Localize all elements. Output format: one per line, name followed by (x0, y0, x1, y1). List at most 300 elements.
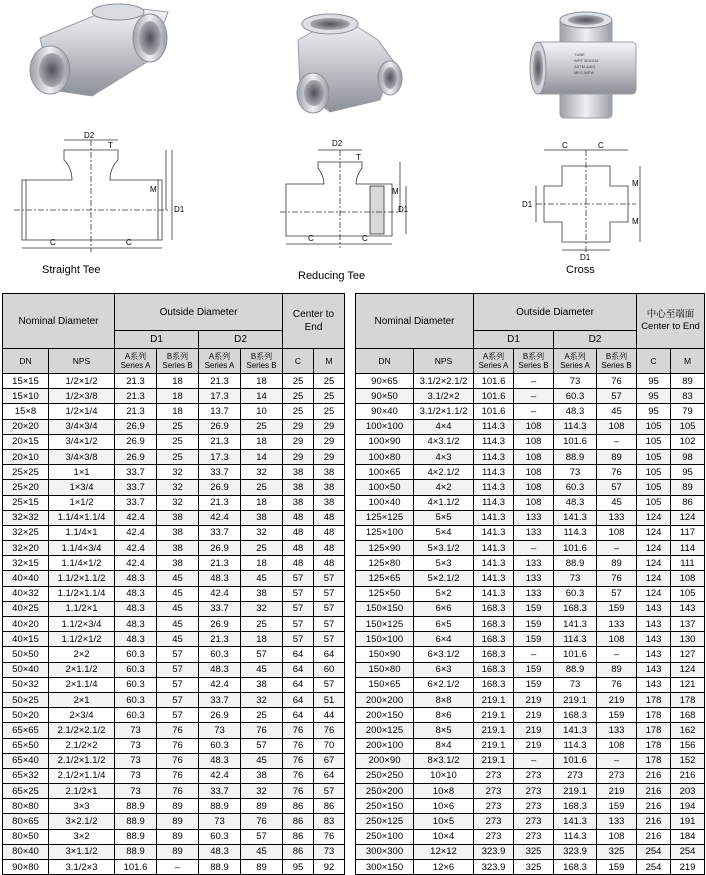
d1-series-b-cell: 133 (514, 586, 554, 601)
m-cell: 29 (314, 434, 345, 449)
series-b-en: Series B (162, 361, 193, 370)
nps-cell: 5×4 (414, 525, 474, 540)
c-cell: 48 (283, 525, 314, 540)
d1-series-b-cell: 32 (157, 465, 199, 480)
nps-cell: 6×3 (414, 662, 474, 677)
d1-series-b-cell: 159 (514, 662, 554, 677)
d1-series-b-cell: 25 (157, 434, 199, 449)
dn-cell: 15×10 (3, 389, 49, 404)
d1-series-a-cell: 88.9 (115, 799, 157, 814)
d2-series-a-cell: 13.7 (199, 404, 241, 419)
d2-series-b-cell: 32 (241, 692, 283, 707)
d1-series-b-cell: – (514, 541, 554, 556)
c-cell: 105 (637, 449, 671, 464)
d2-series-a-cell: 88.9 (199, 799, 241, 814)
d1-series-b-cell: 32 (157, 495, 199, 510)
d1-series-b-cell: 76 (157, 738, 199, 753)
d2-series-a-cell: 114.3 (554, 632, 597, 647)
m-cell: 57 (314, 677, 345, 692)
m-cell: 156 (671, 738, 705, 753)
d2-series-b-cell: 57 (241, 829, 283, 844)
d2-header: D2 (554, 331, 637, 349)
nps-cell: 10×5 (414, 814, 474, 829)
d2-series-b-cell: 32 (241, 601, 283, 616)
nps-cell: 1.1/4×1 (49, 525, 115, 540)
d2-series-a-cell: 48.3 (554, 495, 597, 510)
d2-series-a-cell: 219.1 (554, 692, 597, 707)
d2-series-a-cell: 42.4 (199, 768, 241, 783)
nps-cell: 8×8 (414, 692, 474, 707)
d1-series-b-header (514, 349, 554, 374)
d1-header: D1 (474, 331, 554, 349)
d2-series-b-cell: 89 (597, 662, 637, 677)
table-row (3, 768, 345, 783)
table-row (356, 814, 705, 829)
table-row (356, 738, 705, 753)
nps-cell: 6×3.1/2 (414, 647, 474, 662)
nps-cell: 2.1/2×1.1/2 (49, 753, 115, 768)
table-row (3, 677, 345, 692)
dn-cell: 100×50 (356, 480, 414, 495)
nps-cell: 4×3 (414, 449, 474, 464)
nps-cell: 4×3.1/2 (414, 434, 474, 449)
d2-series-a-cell: 73 (554, 571, 597, 586)
dn-header: DN (356, 349, 414, 374)
d2-series-a-cell: 60.3 (554, 480, 597, 495)
c-cell: 143 (637, 677, 671, 692)
m-cell: 203 (671, 784, 705, 799)
d2-series-a-cell: 60.3 (199, 647, 241, 662)
c-cell: 105 (637, 434, 671, 449)
d1-series-a-cell: 88.9 (115, 814, 157, 829)
dn-cell: 125×125 (356, 510, 414, 525)
d1-series-b-cell: 133 (514, 510, 554, 525)
d1-series-a-cell: 219.1 (474, 738, 514, 753)
table-row (356, 510, 705, 525)
d2-series-a-cell: 21.3 (199, 495, 241, 510)
dim-m: M (392, 187, 399, 196)
dn-cell: 32×20 (3, 541, 49, 556)
d2-series-b-cell: 89 (597, 556, 637, 571)
d1-series-a-cell: 26.9 (115, 449, 157, 464)
d1-series-a-cell: 73 (115, 753, 157, 768)
nps-cell: 3.1/2×1.1/2 (414, 404, 474, 419)
dn-cell: 40×15 (3, 632, 49, 647)
d2-series-b-cell: – (597, 434, 637, 449)
table-row (3, 389, 345, 404)
right-dimension-table (355, 293, 705, 875)
table-row (356, 449, 705, 464)
c-cell: 216 (637, 814, 671, 829)
dn-cell: 200×200 (356, 692, 414, 707)
dn-cell: 200×90 (356, 753, 414, 768)
dn-cell: 50×40 (3, 662, 49, 677)
d1-series-a-cell: 273 (474, 799, 514, 814)
dn-cell: 80×40 (3, 844, 49, 859)
series-b-en: Series B (246, 361, 277, 370)
d2-series-a-cell: 168.3 (554, 799, 597, 814)
d1-series-a-header (115, 349, 157, 374)
d1-series-b-cell: 133 (514, 556, 554, 571)
d2-series-a-cell: 21.3 (199, 374, 241, 389)
table-row (356, 662, 705, 677)
nps-cell: 3.1/2×3 (49, 860, 115, 875)
d2-series-a-cell: 42.4 (199, 586, 241, 601)
c-cell: 57 (283, 571, 314, 586)
series-a-cn: A系列 (564, 352, 586, 361)
nps-cell: 5×3.1/2 (414, 541, 474, 556)
cross-stamp-line: TUBE (574, 52, 585, 57)
dn-cell: 90×40 (356, 404, 414, 419)
dn-cell: 50×25 (3, 692, 49, 707)
nps-cell: 4×2.1/2 (414, 465, 474, 480)
d2-series-b-cell: 108 (597, 419, 637, 434)
center-to-end-header: Center to End (283, 294, 345, 349)
series-a-cn: A系列 (482, 352, 505, 361)
dn-cell: 32×25 (3, 525, 49, 540)
nps-cell: 3/4×3/4 (49, 419, 115, 434)
d2-series-b-cell: 18 (241, 374, 283, 389)
series-b-cn: B系列 (522, 352, 545, 361)
nps-cell: 2.1/2×1.1/4 (49, 768, 115, 783)
table-row (356, 617, 705, 632)
d2-series-a-cell: 101.6 (554, 647, 597, 662)
dn-cell: 250×125 (356, 814, 414, 829)
d2-series-a-cell: 26.9 (199, 419, 241, 434)
d1-series-a-cell: 273 (474, 784, 514, 799)
dim-c: C (126, 238, 132, 247)
d1-series-a-cell: 48.3 (115, 617, 157, 632)
d2-series-b-cell: 133 (597, 814, 637, 829)
d2-series-b-cell: 108 (597, 738, 637, 753)
table-row (356, 708, 705, 723)
d1-series-b-cell: 45 (157, 571, 199, 586)
nps-cell: 12×12 (414, 844, 474, 859)
d2-series-a-cell: 21.3 (199, 632, 241, 647)
center-to-end-en: Center to End (641, 321, 700, 332)
table-row (356, 632, 705, 647)
m-cell: 105 (671, 586, 705, 601)
table-row (3, 708, 345, 723)
d2-series-a-cell: 48.3 (554, 404, 597, 419)
c-cell: 143 (637, 601, 671, 616)
m-cell: 92 (314, 860, 345, 875)
m-cell: 216 (671, 768, 705, 783)
m-cell: 73 (314, 844, 345, 859)
d1-series-a-cell: 101.6 (115, 860, 157, 875)
d2-series-b-cell: 32 (241, 784, 283, 799)
d2-series-a-cell: 114.3 (554, 419, 597, 434)
dn-cell: 40×20 (3, 617, 49, 632)
c-cell: 57 (283, 601, 314, 616)
nps-cell: 1.1/4×3/4 (49, 541, 115, 556)
dn-cell: 150×150 (356, 601, 414, 616)
table-row (3, 617, 345, 632)
d1-series-b-cell: 38 (157, 525, 199, 540)
c-cell: 76 (283, 753, 314, 768)
table-row (3, 829, 345, 844)
c-cell: 178 (637, 708, 671, 723)
d1-series-a-cell: 73 (115, 723, 157, 738)
d2-series-a-cell: 73 (554, 374, 597, 389)
cross-image (530, 12, 636, 118)
m-cell: 124 (671, 662, 705, 677)
m-cell: 25 (314, 374, 345, 389)
d1-series-b-cell: 38 (157, 510, 199, 525)
m-cell: 89 (671, 374, 705, 389)
nps-cell: 2×2 (49, 647, 115, 662)
d1-series-a-cell: 323.9 (474, 860, 514, 875)
nps-cell: 2×3/4 (49, 708, 115, 723)
d1-series-a-cell: 323.9 (474, 844, 514, 859)
table-row (3, 844, 345, 859)
d2-series-a-cell: 26.9 (199, 617, 241, 632)
dn-cell: 15×15 (3, 374, 49, 389)
series-b-cn: B系列 (166, 352, 189, 361)
d2-series-a-cell: 21.3 (199, 556, 241, 571)
c-cell: 254 (637, 844, 671, 859)
c-cell: 48 (283, 541, 314, 556)
m-cell: 152 (671, 753, 705, 768)
c-cell: 57 (283, 632, 314, 647)
d1-series-b-cell: 219 (514, 723, 554, 738)
nps-cell: 2×1.1/4 (49, 677, 115, 692)
dn-cell: 80×80 (3, 799, 49, 814)
d2-series-a-cell: 33.7 (199, 601, 241, 616)
c-cell: 76 (283, 723, 314, 738)
d2-series-b-cell: 25 (241, 541, 283, 556)
d2-series-b-cell: 76 (241, 723, 283, 738)
d1-series-b-cell: 133 (514, 571, 554, 586)
d1-series-b-cell: 273 (514, 799, 554, 814)
d2-series-a-cell: 42.4 (199, 677, 241, 692)
table-row (3, 784, 345, 799)
table-row (3, 480, 345, 495)
d2-series-b-cell: 45 (597, 495, 637, 510)
dn-cell: 20×20 (3, 419, 49, 434)
d2-series-b-cell: 108 (597, 632, 637, 647)
d1-series-b-cell: 325 (514, 844, 554, 859)
dn-cell: 65×32 (3, 768, 49, 783)
center-to-end-cn: 中心至端面 (646, 309, 695, 320)
d2-series-b-cell: 57 (597, 389, 637, 404)
d2-series-b-cell: 89 (241, 860, 283, 875)
d2-series-a-cell: 17.3 (199, 449, 241, 464)
d1-series-a-cell: 33.7 (115, 495, 157, 510)
d2-series-b-cell: 159 (597, 799, 637, 814)
m-cell: 38 (314, 480, 345, 495)
dim-c: C (598, 141, 604, 150)
table-row (356, 374, 705, 389)
nps-cell: 6×5 (414, 617, 474, 632)
m-cell: 254 (671, 844, 705, 859)
d1-series-a-cell: 73 (115, 768, 157, 783)
dn-cell: 300×150 (356, 860, 414, 875)
d2-series-b-cell: 32 (241, 465, 283, 480)
nps-cell: 3.1/2×2.1/2 (414, 374, 474, 389)
d2-series-b-cell: 38 (241, 768, 283, 783)
c-cell: 178 (637, 738, 671, 753)
d2-series-b-cell: 14 (241, 389, 283, 404)
right-table-body (356, 374, 705, 875)
d1-series-b-cell: 219 (514, 708, 554, 723)
table-row (356, 404, 705, 419)
table-row (356, 571, 705, 586)
nps-header: NPS (49, 349, 115, 374)
table-row (356, 419, 705, 434)
c-cell: 143 (637, 617, 671, 632)
table-row (3, 692, 345, 707)
m-header: M (671, 349, 705, 374)
d1-series-b-cell: 89 (157, 814, 199, 829)
c-cell: 216 (637, 768, 671, 783)
table-row (356, 525, 705, 540)
d2-series-a-cell: 88.9 (554, 662, 597, 677)
d1-series-a-cell: 21.3 (115, 389, 157, 404)
nps-cell: 1.1/2×1/2 (49, 632, 115, 647)
d2-series-a-cell: 73 (199, 814, 241, 829)
d1-series-a-cell: 141.3 (474, 556, 514, 571)
c-cell: 178 (637, 692, 671, 707)
nps-cell: 10×8 (414, 784, 474, 799)
d2-series-a-cell: 48.3 (199, 753, 241, 768)
d1-series-a-cell: 114.3 (474, 434, 514, 449)
m-cell: 38 (314, 465, 345, 480)
d2-series-b-header (597, 349, 637, 374)
m-cell: 117 (671, 525, 705, 540)
nps-cell: 2×1.1/2 (49, 662, 115, 677)
c-cell: 124 (637, 525, 671, 540)
d1-series-b-cell: 108 (514, 465, 554, 480)
dn-cell: 150×65 (356, 677, 414, 692)
nps-cell: 12×6 (414, 860, 474, 875)
d1-series-a-cell: 42.4 (115, 525, 157, 540)
m-cell: 184 (671, 829, 705, 844)
table-row (3, 662, 345, 677)
d2-series-b-cell: 18 (241, 556, 283, 571)
fittings-illustrations (0, 0, 706, 290)
m-cell: 57 (314, 586, 345, 601)
m-cell: 83 (671, 389, 705, 404)
table-row (356, 480, 705, 495)
nps-cell: 5×3 (414, 556, 474, 571)
c-cell: 64 (283, 692, 314, 707)
dn-cell: 200×150 (356, 708, 414, 723)
nps-cell: 6×6 (414, 601, 474, 616)
dn-cell: 32×15 (3, 556, 49, 571)
nps-cell: 3/4×1/2 (49, 434, 115, 449)
dn-cell: 300×300 (356, 844, 414, 859)
dn-cell: 125×65 (356, 571, 414, 586)
dim-c: C (362, 234, 368, 243)
m-cell: 162 (671, 723, 705, 738)
m-cell: 76 (314, 829, 345, 844)
outside-diameter-header: Outside Diameter (474, 294, 637, 331)
m-cell: 25 (314, 404, 345, 419)
dim-d2: D2 (84, 131, 95, 140)
d1-series-b-cell: 18 (157, 374, 199, 389)
d2-series-b-cell: 133 (597, 723, 637, 738)
dn-cell: 40×25 (3, 601, 49, 616)
d1-series-b-cell: 76 (157, 753, 199, 768)
series-b-en: Series B (601, 361, 632, 370)
table-row (3, 404, 345, 419)
nps-cell: 10×6 (414, 799, 474, 814)
c-cell: 48 (283, 556, 314, 571)
d2-series-b-cell: – (597, 753, 637, 768)
table-row (3, 525, 345, 540)
table-row (356, 434, 705, 449)
table-row (3, 799, 345, 814)
c-cell: 105 (637, 419, 671, 434)
c-cell: 38 (283, 480, 314, 495)
figures-area (0, 0, 706, 290)
c-cell: 143 (637, 632, 671, 647)
d2-header: D2 (199, 331, 283, 349)
d2-series-a-cell: 168.3 (554, 601, 597, 616)
dn-cell: 50×50 (3, 647, 49, 662)
table-row (3, 374, 345, 389)
dim-m: M (632, 217, 639, 226)
d1-series-a-cell: 141.3 (474, 525, 514, 540)
d2-series-a-cell: 48.3 (199, 844, 241, 859)
table-row (356, 844, 705, 859)
d2-series-b-cell: 25 (241, 617, 283, 632)
table-row (3, 434, 345, 449)
d1-series-a-cell: 168.3 (474, 617, 514, 632)
d2-series-b-cell: 38 (241, 510, 283, 525)
m-cell: 44 (314, 708, 345, 723)
d2-series-b-cell: 76 (597, 677, 637, 692)
dim-c: C (50, 238, 56, 247)
c-cell: 143 (637, 647, 671, 662)
d2-series-b-cell: 18 (241, 434, 283, 449)
dn-cell: 50×20 (3, 708, 49, 723)
m-cell: 48 (314, 525, 345, 540)
nps-cell: 1×3/4 (49, 480, 115, 495)
c-cell: 38 (283, 495, 314, 510)
nps-cell: 3.1/2×2 (414, 389, 474, 404)
d1-series-a-cell: 73 (115, 784, 157, 799)
m-header: M (314, 349, 345, 374)
d1-series-b-cell: 273 (514, 784, 554, 799)
cross-drawing (522, 141, 640, 262)
dn-cell: 90×80 (3, 860, 49, 875)
m-cell: 57 (314, 632, 345, 647)
table-row (356, 692, 705, 707)
dn-cell: 150×80 (356, 662, 414, 677)
nps-cell: 3/4×3/8 (49, 449, 115, 464)
d2-series-a-cell: 273 (554, 768, 597, 783)
dn-cell: 100×65 (356, 465, 414, 480)
dn-cell: 80×65 (3, 814, 49, 829)
d1-series-a-cell: 60.3 (115, 647, 157, 662)
d1-series-a-cell: 219.1 (474, 692, 514, 707)
d1-series-a-cell: 114.3 (474, 495, 514, 510)
d2-series-a-cell: 17.3 (199, 389, 241, 404)
d2-series-a-cell: 101.6 (554, 541, 597, 556)
d1-series-b-cell: 45 (157, 617, 199, 632)
d2-series-a-cell: 26.9 (199, 480, 241, 495)
m-cell: 48 (314, 556, 345, 571)
d2-series-b-cell: – (597, 541, 637, 556)
d1-series-b-cell: – (514, 404, 554, 419)
cross-stamp-line: MFG WPW (574, 70, 595, 75)
c-cell: 29 (283, 449, 314, 464)
table-row (356, 677, 705, 692)
dn-cell: 100×90 (356, 434, 414, 449)
d2-series-b-cell: 89 (597, 449, 637, 464)
